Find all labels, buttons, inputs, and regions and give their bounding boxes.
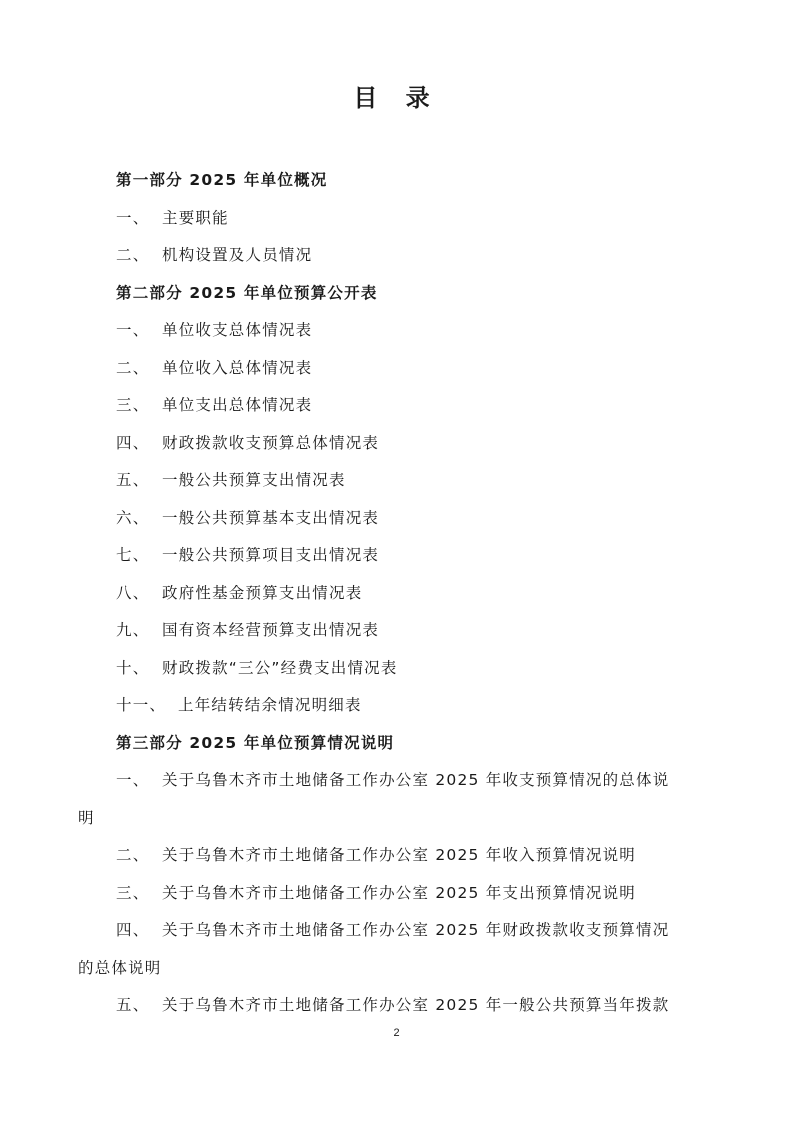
toc-entry[interactable] bbox=[78, 912, 718, 950]
entry-number: 二、 bbox=[116, 358, 150, 377]
table-of-contents bbox=[78, 162, 718, 1025]
entry-text: 上年结转结余情况明细表 bbox=[178, 696, 362, 714]
entry-text: 财政拨款“三公”经费支出情况表 bbox=[162, 658, 398, 677]
entry-text: 单位收入总体情况表 bbox=[162, 358, 313, 377]
page-number: 2 bbox=[393, 1027, 400, 1039]
entry-number: 五、 bbox=[116, 471, 150, 489]
entry-text: 单位收支总体情况表 bbox=[162, 321, 313, 339]
toc-entry[interactable] bbox=[78, 762, 718, 800]
entry-number: 五、 bbox=[116, 996, 150, 1014]
toc-entry[interactable] bbox=[78, 237, 718, 275]
toc-title: 目 录 bbox=[353, 84, 440, 112]
entry-number: 二、 bbox=[116, 246, 150, 264]
toc-entry[interactable] bbox=[78, 612, 718, 650]
toc-entry[interactable] bbox=[78, 312, 718, 350]
entry-number: 一、 bbox=[116, 321, 150, 339]
entry-number: 四、 bbox=[116, 921, 150, 939]
part-3-heading[interactable]: 第三部分 2025 年单位预算情况说明 bbox=[116, 733, 395, 752]
toc-entry[interactable] bbox=[78, 462, 718, 500]
part-1-heading[interactable]: 第一部分 2025 年单位概况 bbox=[116, 171, 328, 189]
entry-number: 三、 bbox=[116, 396, 150, 414]
entry-text: 财政拨款收支预算总体情况表 bbox=[162, 433, 380, 452]
entry-text: 政府性基金预算支出情况表 bbox=[162, 583, 363, 602]
entry-text: 关于乌鲁木齐市土地储备工作办公室 2025 年收支预算情况的总体说 bbox=[162, 771, 670, 789]
entry-number: 一、 bbox=[116, 208, 150, 227]
entry-number: 七、 bbox=[116, 546, 150, 564]
toc-entry[interactable] bbox=[78, 575, 718, 613]
entry-text: 一般公共预算基本支出情况表 bbox=[162, 508, 380, 527]
entry-number: 四、 bbox=[116, 433, 150, 452]
toc-entry[interactable] bbox=[78, 350, 718, 388]
toc-entry[interactable] bbox=[78, 425, 718, 463]
entry-number: 八、 bbox=[116, 583, 150, 602]
entry-text: 机构设置及人员情况 bbox=[162, 246, 313, 264]
toc-entry[interactable] bbox=[78, 837, 718, 875]
entry-text: 关于乌鲁木齐市土地储备工作办公室 2025 年收入预算情况说明 bbox=[162, 846, 637, 864]
toc-entry[interactable] bbox=[78, 500, 718, 538]
entry-text: 主要职能 bbox=[162, 208, 229, 227]
entry-number: 一、 bbox=[116, 771, 150, 789]
toc-entry[interactable] bbox=[78, 387, 718, 425]
toc-entry[interactable] bbox=[78, 650, 718, 688]
entry-number: 十、 bbox=[116, 658, 150, 677]
entry-text: 一般公共预算项目支出情况表 bbox=[162, 546, 380, 564]
part-2-heading[interactable]: 第二部分 2025 年单位预算公开表 bbox=[116, 283, 378, 302]
entry-text: 国有资本经营预算支出情况表 bbox=[162, 621, 380, 639]
entry-number: 六、 bbox=[116, 508, 150, 527]
entry-number: 九、 bbox=[116, 621, 150, 639]
entry-text: 关于乌鲁木齐市土地储备工作办公室 2025 年财政拨款收支预算情况 bbox=[162, 921, 670, 939]
toc-entry[interactable] bbox=[78, 200, 718, 238]
entry-text: 关于乌鲁木齐市土地储备工作办公室 2025 年支出预算情况说明 bbox=[162, 883, 637, 902]
entry-text: 关于乌鲁木齐市土地储备工作办公室 2025 年一般公共预算当年拨款 bbox=[162, 996, 670, 1014]
entry-number: 二、 bbox=[116, 846, 150, 864]
toc-entry[interactable] bbox=[78, 687, 718, 725]
toc-entry[interactable] bbox=[78, 987, 718, 1025]
toc-entry[interactable] bbox=[78, 537, 718, 575]
entry-text: 单位支出总体情况表 bbox=[162, 396, 313, 414]
toc-entry-continuation[interactable]: 明 bbox=[78, 808, 95, 827]
toc-entry[interactable] bbox=[78, 875, 718, 913]
entry-text: 一般公共预算支出情况表 bbox=[162, 471, 346, 489]
entry-number: 三、 bbox=[116, 883, 150, 902]
toc-entry-continuation[interactable]: 的总体说明 bbox=[78, 958, 162, 977]
entry-number: 十一、 bbox=[116, 696, 167, 714]
